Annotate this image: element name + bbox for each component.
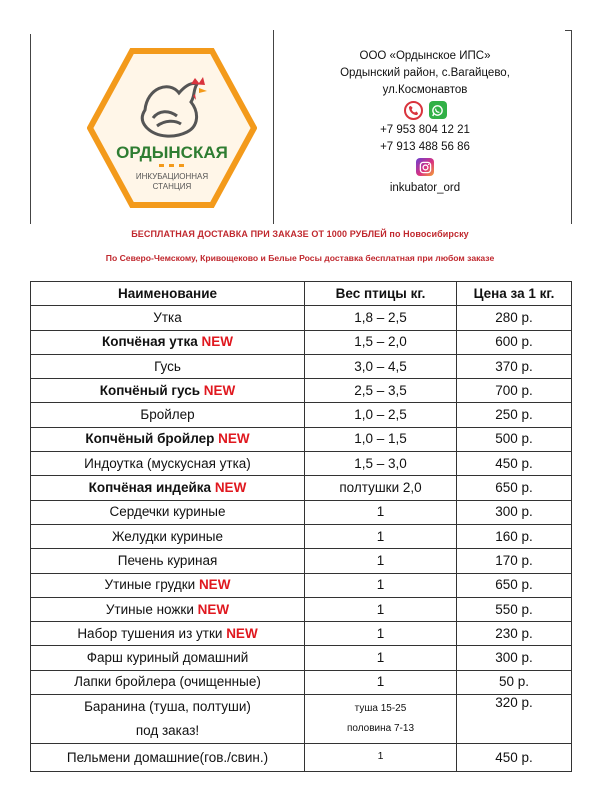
table-row: [31, 379, 572, 403]
phone-number-1[interactable]: +7 953 804 12 21: [380, 124, 470, 136]
product-price: 650 р.: [457, 573, 572, 597]
product-price: 50 р.: [457, 670, 572, 694]
table-row: [31, 524, 572, 548]
table-row: [31, 452, 572, 476]
phone-icon[interactable]: [404, 101, 423, 120]
table-row: [31, 549, 572, 573]
product-weight: 1,8 – 2,5: [305, 306, 457, 330]
product-price: 160 р.: [457, 524, 572, 548]
table-header-row: [31, 282, 572, 306]
company-logo: [87, 48, 257, 208]
product-name: Фарш куриный домашний: [31, 646, 305, 670]
product-price: 250 р.: [457, 403, 572, 427]
header-right-border: [571, 30, 572, 224]
table-row: [31, 403, 572, 427]
header-weight: Вес птицы кг.: [305, 282, 457, 306]
logo-subtitle-1: ИНКУБАЦИОННАЯ: [135, 172, 209, 181]
table-row: [31, 500, 572, 524]
product-name-cell: [31, 379, 305, 403]
table-row: [31, 476, 572, 500]
company-name: ООО «Ордынское ИПС»: [359, 50, 491, 62]
table-row: [31, 330, 572, 354]
product-price: 450 р.: [457, 744, 572, 772]
product-weight: 1: [305, 549, 457, 573]
table-row: [31, 573, 572, 597]
product-price: 370 р.: [457, 354, 572, 378]
company-address-1: Ордынский район, с.Вагайцево,: [340, 67, 510, 79]
product-name: Копчёная индейка: [88, 480, 212, 496]
product-price: 650 р.: [457, 476, 572, 500]
table-row: [31, 646, 572, 670]
instagram-handle[interactable]: inkubator_ord: [389, 181, 461, 194]
product-weight-cell: [305, 695, 457, 744]
product-name-cell: [31, 597, 305, 621]
product-name-cell: [31, 330, 305, 354]
logo-subtitle-2: СТАНЦИЯ: [152, 182, 192, 191]
product-name-note: под заказ!: [135, 723, 200, 739]
new-badge: NEW: [214, 480, 247, 496]
product-weight: 1: [305, 744, 457, 772]
product-name: Гусь: [31, 354, 305, 378]
table-row: [31, 622, 572, 646]
product-weight: 1: [305, 646, 457, 670]
logo-brand-text: ОРДЫНСКАЯ: [116, 143, 228, 162]
product-weight: 1: [305, 500, 457, 524]
header-divider: [273, 30, 274, 224]
new-badge: NEW: [226, 625, 258, 641]
product-name-cell: [31, 476, 305, 500]
product-price: 500 р.: [457, 427, 572, 451]
table-row: [31, 427, 572, 451]
header-price: Цена за 1 кг.: [457, 282, 572, 306]
product-weight: 1,0 – 2,5: [305, 403, 457, 427]
product-weight: 1,5 – 2,0: [305, 330, 457, 354]
table-row: [31, 744, 572, 772]
product-name: Баранина (туша, полтуши): [84, 699, 251, 715]
product-weight: 1: [305, 622, 457, 646]
product-name: Набор тушения из утки: [77, 625, 223, 641]
table-row: [31, 597, 572, 621]
product-price: 320 р.: [457, 695, 572, 744]
product-price: 280 р.: [457, 306, 572, 330]
instagram-icon[interactable]: [416, 158, 434, 176]
promo-delivery-areas: По Северо-Чемскому, Кривощеково и Белые Росы доставка бесплатная при любом заказе: [105, 253, 495, 263]
product-price: 600 р.: [457, 330, 572, 354]
product-weight: 1: [305, 597, 457, 621]
new-badge: NEW: [218, 431, 250, 447]
product-price: 170 р.: [457, 549, 572, 573]
header: [0, 0, 600, 225]
company-info: [300, 48, 550, 197]
product-name: Утиные ножки: [105, 601, 194, 617]
product-weight: полтушки 2,0: [305, 476, 457, 500]
product-name: Сердечки куриные: [31, 500, 305, 524]
company-address-2: ул.Космонавтов: [382, 84, 468, 96]
header-name: Наименование: [31, 282, 305, 306]
product-name: Утка: [31, 306, 305, 330]
new-badge: NEW: [197, 601, 230, 617]
product-name: Копчёный бройлер: [85, 431, 215, 447]
whatsapp-icon[interactable]: [429, 101, 447, 119]
phone-number-2[interactable]: +7 913 488 56 86: [380, 141, 470, 153]
new-badge: NEW: [201, 334, 234, 350]
product-weight: 1: [305, 573, 457, 597]
product-weight: 1: [305, 670, 457, 694]
product-name-cell: [31, 573, 305, 597]
table-row: [31, 695, 572, 744]
product-name: Копчёная утка: [101, 334, 198, 350]
product-weight: половина 7-13: [346, 723, 415, 735]
table-row: [31, 354, 572, 378]
product-weight: 1: [305, 524, 457, 548]
product-name: Утиные грудки: [104, 577, 196, 593]
product-name: Печень куриная: [31, 549, 305, 573]
header-top-border: [565, 30, 572, 31]
table-row: [31, 306, 572, 330]
product-name: Бройлер: [31, 403, 305, 427]
product-weight: туша 15-25: [354, 703, 407, 715]
table-row: [31, 670, 572, 694]
new-badge: NEW: [198, 577, 231, 593]
product-weight: 1,0 – 1,5: [305, 427, 457, 451]
product-name: Индоутка (мускусная утка): [31, 452, 305, 476]
product-weight: 2,5 – 3,5: [305, 379, 457, 403]
product-price: 230 р.: [457, 622, 572, 646]
product-price: 700 р.: [457, 379, 572, 403]
product-name-cell: [31, 427, 305, 451]
product-name: Желудки куриные: [31, 524, 305, 548]
new-badge: NEW: [203, 382, 236, 398]
product-price: 550 р.: [457, 597, 572, 621]
product-name: Копчёный гусь: [99, 382, 201, 398]
product-weight: 1,5 – 3,0: [305, 452, 457, 476]
product-name: Пельмени домашние(гов./свин.): [31, 744, 305, 772]
product-price: 300 р.: [457, 500, 572, 524]
product-price: 300 р.: [457, 646, 572, 670]
price-table: [30, 281, 572, 772]
promo-free-delivery: БЕСПЛАТНАЯ ДОСТАВКА ПРИ ЗАКАЗЕ ОТ 1000 РУБЛЕЙ по Новосибирску: [131, 229, 469, 239]
header-left-border: [30, 34, 31, 224]
contact-icons: [300, 101, 550, 120]
product-name: Лапки бройлера (очищенные): [31, 670, 305, 694]
product-weight: 3,0 – 4,5: [305, 354, 457, 378]
product-name-cell: [31, 695, 305, 744]
product-name-cell: [31, 622, 305, 646]
product-price: 450 р.: [457, 452, 572, 476]
